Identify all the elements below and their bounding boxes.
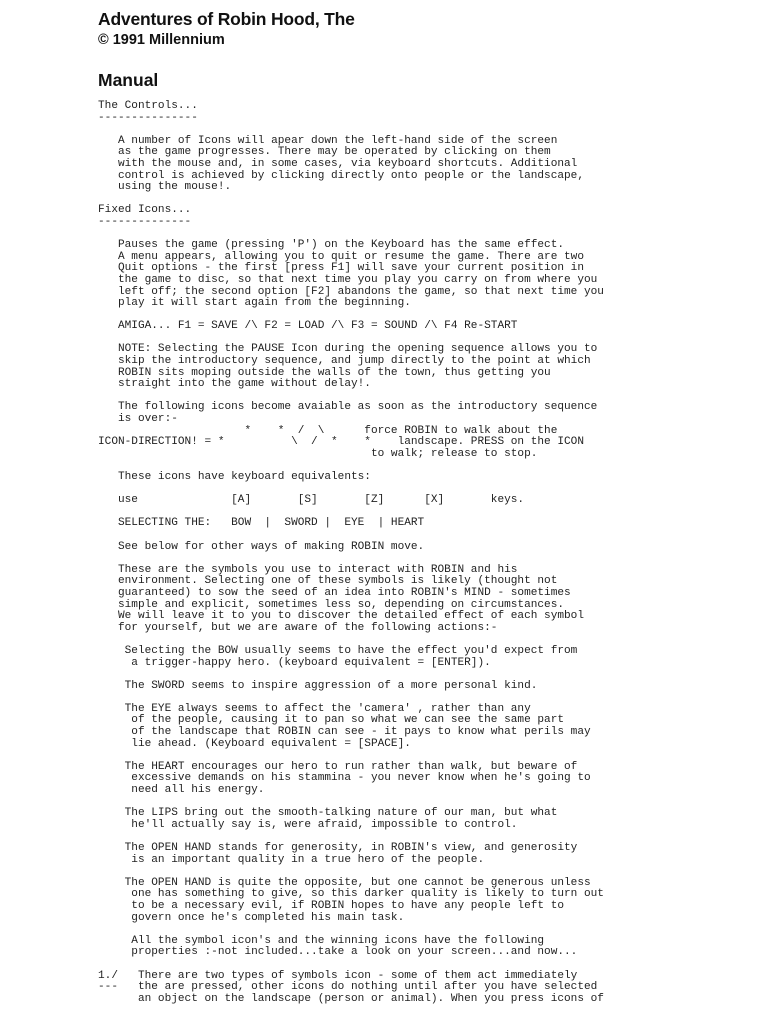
- copyright-line: © 1991 Millennium: [98, 32, 225, 48]
- document-title: Adventures of Robin Hood, The: [98, 9, 355, 29]
- section-heading: Manual: [98, 70, 159, 90]
- manual-page: [98, 8, 758, 1005]
- manual-body-text: The Controls... --------------- A number of Icons will apear down the left-hand side of the screen as the game progresses. There may be operated by clicking on them with the mouse and, in some cases, via keyboard shortcuts. Additional control is achieved by clicking directly onto people or the landscape, using the mouse!. Fixed Icons... -------------- Pauses the game (pressing 'P') on the Keyboard has the same effect. A menu appears, allowing you to quit or resume the game. There are two Quit options - the first [press F1] will save your current position in the game to disc, so that next time you play you carry on from where you left off; the second option [F2] abandons the game, so that next time you play it will start again from the beginning. AMIGA... F1 = SAVE /\ F2 = LOAD /\ F3 = SOUND /\ F4 Re-START NOTE: Selecting the PAUSE Icon during the opening sequence allows you to skip the introductory sequence, and jump directly to the point at which ROBIN sits moping outside the walls of the town, thus getting you straight into the game without delay!. The following icons become avaiable as soon as the introductory sequence is over:- * * / \ force ROBIN to walk about the ICON-DIRECTION! = * \ / * * landscape. PRESS on the ICON to walk; release to stop. These icons have keyboard equivalents: use [A] [S] [Z] [X] keys. SELECTING THE: BOW | SWORD | EYE | HEART See below for other ways of making ROBIN move. These are the symbols you use to interact with ROBIN and his environment. Selecting one of these symbols is likely (thought not guaranteed) to sow the seed of an idea into ROBIN's MIND - sometimes simple and explicit, sometimes less so, depending on circumstances. We will leave it to you to discover the detailed effect of each symbol for yourself, but we are aware of the following actions:- Selecting the BOW usually seems to have the effect you'd expect from a trigger-happy hero. (keyboard equivalent = [ENTER]). The SWORD seems to inspire aggression of a more personal kind. The EYE always seems to affect the 'camera' , rather than any of the people, causing it to pan so what we can see the same part of the landscape that ROBIN can see - it pays to know what perils may lie ahead. (Keyboard equivalent = [SPACE]. The HEART encourages our hero to run rather than walk, but beware of excessive demands on his stammina - you never know when he's going to need all his energy. The LIPS bring out the smooth-talking nature of our man, but what he'll actually say is, were afraid, impossible to control. The OPEN HAND stands for generosity, in ROBIN's view, and generosity is an important quality in a true hero of the people. The OPEN HAND is quite the opposite, but one cannot be generous unless one has something to give, so this darker quality is likely to turn out to be a necessary evil, if ROBIN hopes to have any people left to govern once he's completed his main task. All the symbol icon's and the winning icons have the following properties :-not included...take a look on your screen...and now... 1./ There are two types of symbols icon - some of them act immediately --- the are pressed, other icons do nothing until after you have selected an object on the landscape (person or animal). When you press icons of: [98, 100, 604, 1005]
